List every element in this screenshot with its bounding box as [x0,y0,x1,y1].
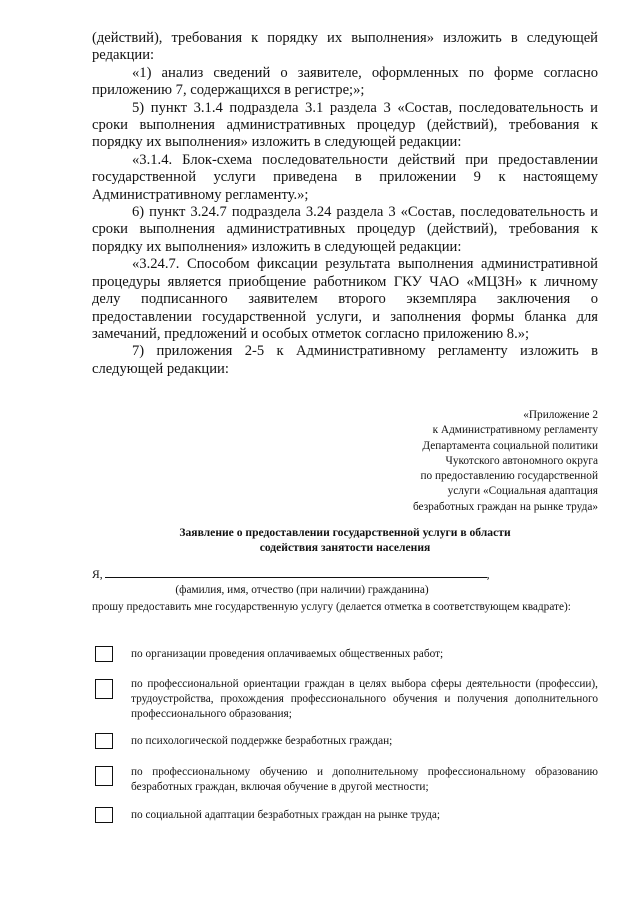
name-hint: (фамилия, имя, отчество (при наличии) гражданина) [175,584,429,596]
appendix-line: Департамента социальной политики [422,439,598,452]
appendix-line: «Приложение 2 [523,409,598,421]
form-title-line: Заявление о предоставлении государственной услуги в области [179,526,511,539]
appendix-line: услуги «Социальная адаптация [447,485,598,498]
ya-tail: , [486,568,490,581]
form-title-line: содействия занятости населения [259,540,431,554]
checkbox[interactable] [95,646,113,662]
option-label: по организации проведения оплачиваемых общественных работ; [131,648,444,660]
ya-label: Я, [92,568,103,581]
appendix-line: к Административному регламенту [432,424,598,437]
paragraph: «1) анализ сведений о заявителе, оформленных по форме согласно приложению 7, содержащихся в регистре;»; [92,64,598,99]
appendix-line: безработных граждан на рынке труда» [412,500,598,513]
appendix-line: по предоставлению государственной [420,470,598,483]
option-label: по профессиональному обучению и дополнительному профессиональному образованию безработных граждан, включая обучение в другой местности; [131,766,598,793]
option-label: по психологической поддержке безработных граждан; [131,735,393,747]
paragraph: 5) пункт 3.1.4 подраздела 3.1 раздела 3 «Состав, последовательность и сроки выполнения административных процедур (действий), требования к порядку их выполнения» изложить в следующей редакции: [92,99,598,151]
request-text: прошу предоставить мне государственную услугу (делается отметка в соответствующем квадрате): [92,601,571,613]
paragraph: «3.24.7. Способом фиксации результата выполнения административной процедуры является приобщение работником ГКУ ЧАО «МЦЗН» к личному делу подписанного заявителем второго экземпляра заключения о предоставлении государственной услуги, и заполнения формы бланка для замечаний, предложений и особых отметок согласно приложению 8.»; [92,256,598,342]
appendix-line: Чукотского автономного округа [445,454,598,467]
checkbox[interactable] [95,733,113,749]
paragraph: «3.1.4. Блок-схема последовательности действий при предоставлении государственной услуги приведена в приложении 9 к настоящему Административному регламенту.»; [92,151,598,203]
option-label: по профессиональной ориентации граждан в целях выбора сферы деятельности (профессии), трудоустройства, прохождения профессионального обучения и получения дополнительного профессионального образования; [131,678,598,720]
decree-text [92,30,598,378]
paragraph: 7) приложения 2-5 к Административному регламенту изложить в следующей редакции: [92,343,598,377]
paragraph: (действий), требования к порядку их выполнения» изложить в следующей редакции: [92,30,598,64]
appendix-header [350,408,598,515]
option-label: по социальной адаптации безработных граждан на рынке труда; [131,809,440,821]
checkbox[interactable] [95,807,113,823]
applicant-name-field[interactable] [105,566,487,578]
checkbox[interactable] [95,679,113,699]
checkbox[interactable] [95,766,113,786]
paragraph: 6) пункт 3.24.7 подраздела 3.24 раздела 3 «Состав, последовательность и сроки выполнения административных процедур (действий), требования к порядку их выполнения» изложить в следующей редакции: [92,204,598,255]
form-title [92,526,598,555]
applicant-name-line [92,566,512,582]
